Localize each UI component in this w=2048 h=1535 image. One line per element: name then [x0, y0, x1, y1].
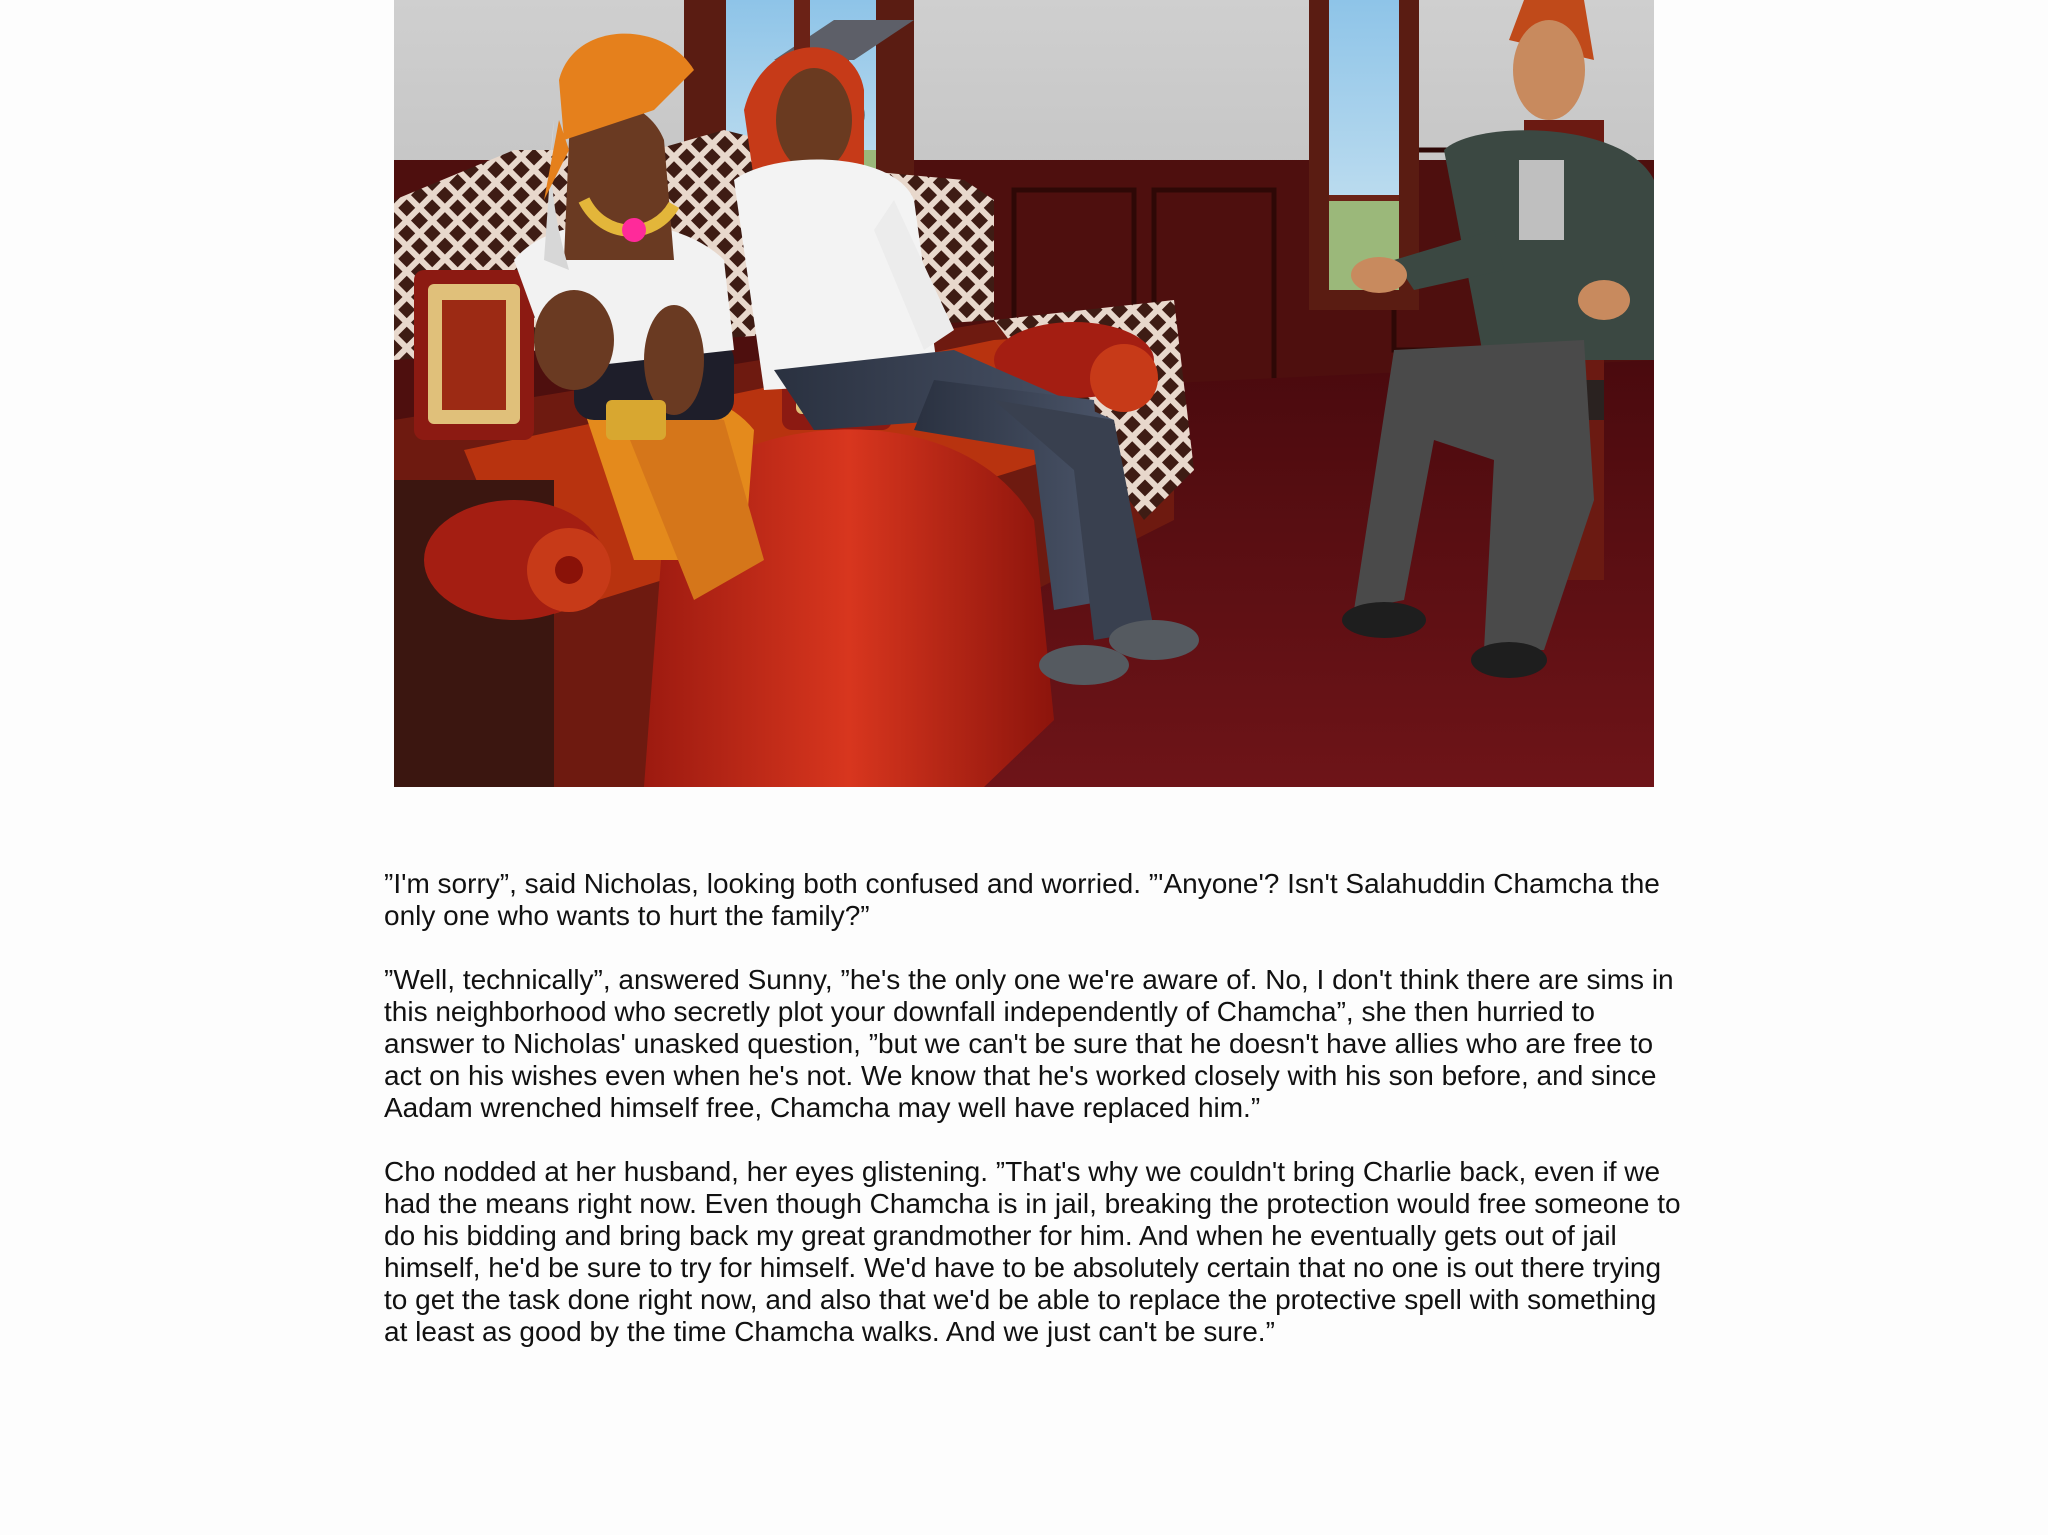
story-illustration [394, 0, 1654, 787]
story-text [384, 868, 1684, 1380]
paragraph-3: Cho nodded at her husband, her eyes glistening. ”That's why we couldn't bring Charlie back, even if we had the means right now. Even though Chamcha is in jail, breaking the protection would free someone to do his bidding and bring back my great grandmother for him. And when he eventually gets out of jail himself, he'd be sure to try for himself. We'd have to be absolutely certain that no one is out there trying to get the task done right now, and also that we'd be able to replace the protective spell with something at least as good by the time Chamcha walks. And we just can't be sure.” [384, 1156, 1681, 1347]
paragraph-2: ”Well, technically”, answered Sunny, ”he's the only one we're aware of. No, I don't think there are sims in this neighborhood who secretly plot your downfall independently of Chamcha”, she then hurried to answer to Nicholas' unasked question, ”but we can't be sure that he doesn't have allies who are free to act on his wishes even when he's not. We know that he's worked closely with his son before, and since Aadam wrenched himself free, Chamcha may well have replaced him.” [384, 964, 1674, 1123]
paragraph-1: ”I'm sorry”, said Nicholas, looking both confused and worried. ”'Anyone'? Isn't Salahuddin Chamcha the only one who wants to hurt the family?” [384, 868, 1660, 931]
